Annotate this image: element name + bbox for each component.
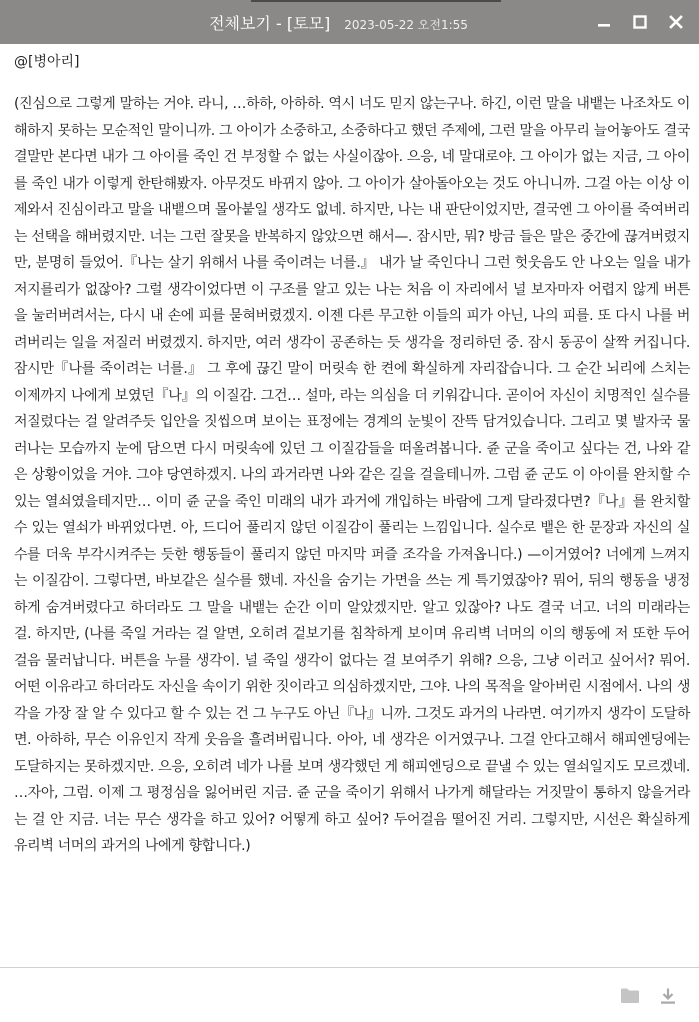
close-icon — [669, 15, 683, 29]
maximize-icon — [633, 15, 647, 29]
mention-tag: @[병아리] — [14, 54, 80, 70]
footer-toolbar — [0, 969, 699, 1022]
maximize-button[interactable] — [627, 9, 653, 35]
message-view[interactable] — [0, 44, 699, 968]
title-bar — [0, 0, 699, 44]
open-folder-button[interactable] — [613, 979, 647, 1013]
minimize-button[interactable] — [591, 9, 617, 35]
download-button[interactable] — [651, 979, 685, 1013]
window-title: 전체보기 - [토모] — [209, 13, 331, 33]
message-body: (진심으로 그렇게 말하는 거야. 라니, …하하, 아하하. 역시 너도 믿지 않는구나. 하긴, 이런 말을 내뱉는 나조차도 이해하지 못하는 모순적인 말이니까. 그 아이가 소중하고, 소중하다고 했던 주제에, 그런 말을 아무리 늘어놓아도 결국 결말만 본다면 내가 그 아이를 죽인 건 부정할 수 없는 사실이잖아. 으응, 네 말대로야. 그 아이가 없는 지금, 그 아이를 죽인 내가 이렇게 한탄해봤자. 아무것도 바뀌지 않아. 그 아이가 살아돌아오는 것도 아니니까. 그걸 아는 이상 이제와서 진심이라고 말을 내뱉으며 몰아붙일 생각도 없네. 하지만, 나는 내 판단이었지만, 결국엔 그 아이를 죽여버리는 선택을 해버렸지만. 너는 그런 잘못을 반복하지 않았으면 해서—. 잠시만, 뭐? 방금 들은 말은 중간에 끊겨버렸지만, 분명히 들었어.『나는 살기 위해서 나를 죽이려는 너를.』 내가 날 죽인다니 그런 헛웃음도 안 나오는 일을 내가 저지를리가 없잖아? 그럴 생각이었다면 이 구조를 알고 있는 나는 처음 이 자리에서 널 보자마자 어렵지 않게 버튼을 눌러버려서는, 다시 내 손에 피를 묻혀버렸겠지. 이젠 다른 무고한 이들의 피가 아닌, 나의 피를. 또 다시 나를 버려버리는 일을 저질러 버렸겠지. 하지만, 여러 생각이 공존하는 듯 생각을 정리하던 중. 잠시 동공이 살짝 커집니다. 잠시만『나를 죽이려는 너를.』 그 후에 끊긴 말이 머릿속 한 켠에 확실하게 자리잡습니다. 그 순간 뇌리에 스치는 이제까지 나에게 보였던『나』의 이질감. 그건… 설마, 라는 의심을 더 키워갑니다. 곧이어 자신이 치명적인 실수를 저질렀다는 걸 알려주듯 입안을 짓씹으며 보이는 표정에는 경계의 눈빛이 잔뜩 담겨있습니다. 그리고 몇 발자국 물러나는 모습까지 눈에 담으면 다시 머릿속에 있던 그 이질감들을 떠올려봅니다. 쥰 군을 죽이고 싶다는 건, 나와 같은 상황이었을 거야. 그야 당연하겠지. 나의 과거라면 나와 같은 길을 걸을테니까. 그럼 쥰 군도 이 아이를 완치할 수 있는 열쇠였을테지만… 이미 쥰 군을 죽인 미래의 내가 과거에 개입하는 바람에 그게 달라졌다면?『나』를 완치할 수 있는 열쇠가 바뀌었다면. 아, 드디어 풀리지 않던 이질감이 풀리는 느낌입니다. 실수로 뱉은 한 문장과 자신의 실수를 더욱 부각시켜주는 듯한 행동들이 풀리지 않던 마지막 퍼즐 조각을 가져옵니다.) —이거였어? 너에게 느껴지는 이질감이. 그렇다면, 바보같은 실수를 했네. 자신을 숨기는 가면을 쓰는 게 특기였잖아? 뭐어, 뒤의 행동을 냉정하게 숨겨버렸다고 하더라도 그 말을 내뱉는 순간 이미 알았겠지만. 알고 있잖아? 나도 결국 너고. 너의 미래라는 걸. 하지만, (나를 죽일 거라는 걸 알면, 오히려 겉보기를 침착하게 보이며 유리벽 너머의 이의 행동에 저 또한 두어걸음 물러납니다. 버튼을 누를 생각이. 널 죽일 생각이 없다는 걸 보여주기 위해? 으응, 그냥 이러고 싶어서? 뭐어. 어떤 이유라고 하더라도 자신을 속이기 위한 짓이라고 의심하겠지만, 그야. 나의 목적을 알아버린 시점에서. 나의 생각을 가장 잘 알 수 있다고 할 수 있는 건 그 누구도 아닌『나』니까. 그것도 과거의 나라면. 여기까지 생각이 도달하면. 아하하, 무슨 이유인지 작게 웃음을 흘려버립니다. 아아, 네 생각은 이거였구나. 그걸 안다고해서 해피엔딩에는 도달하지는 못하겠지만. 으응, 오히려 네가 나를 보며 생각했던 게 해피엔딩으로 끝낼 수 있는 열쇠일지도 모르겠네. …자아, 그럼. 이제 그 평정심을 잃어버린 지금. 쥰 군을 죽이기 위해서 나가게 해달라는 거짓말이 통하지 않을거라는 걸 안 지금. 너는 무슨 생각을 하고 있어? 어떻게 하고 싶어? 두어걸음 떨어진 거리. 그렇지만, 시선은 확실하게 유리벽 너머의 과거의 나에게 향합니다.) — [14, 96, 690, 854]
window-controls — [591, 0, 689, 44]
folder-icon — [620, 987, 640, 1004]
title-group — [209, 11, 468, 34]
minimize-icon — [597, 15, 611, 29]
window-date: 2023-05-22 오전1:55 — [344, 17, 468, 32]
title-bar-accent — [251, 0, 501, 2]
close-button[interactable] — [663, 9, 689, 35]
download-icon — [659, 987, 677, 1005]
